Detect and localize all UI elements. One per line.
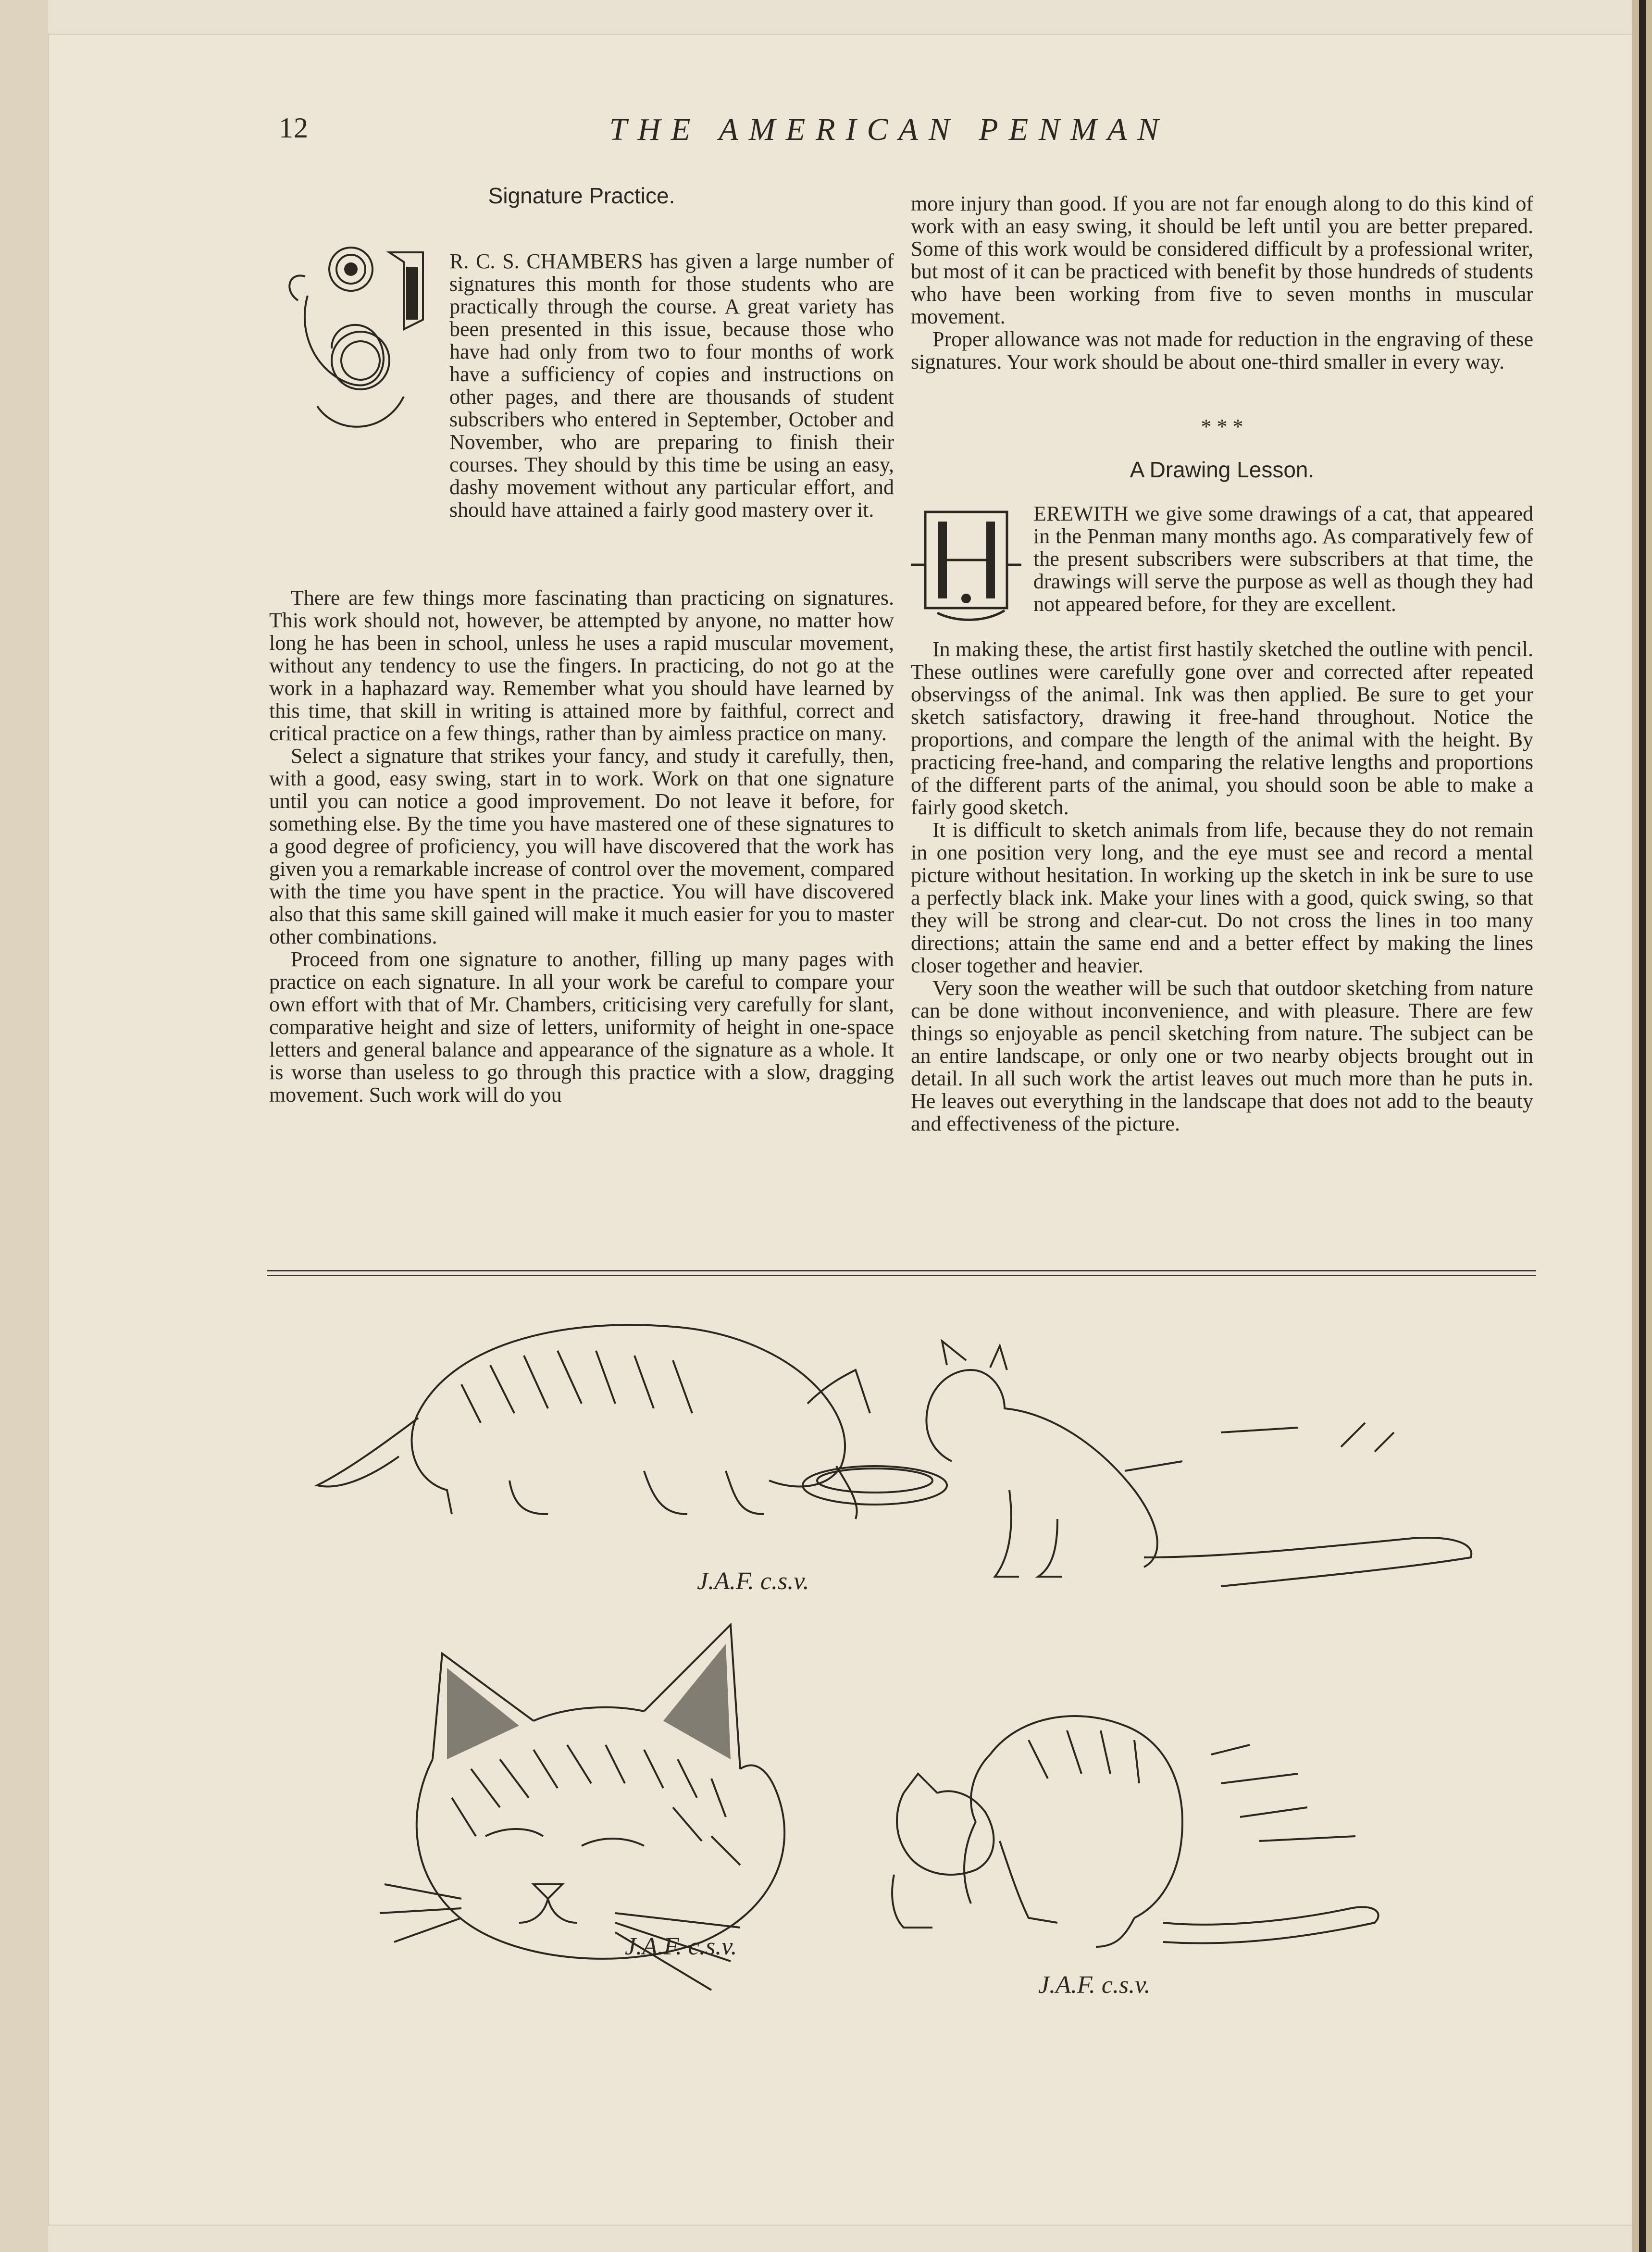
drawing-lesson-paragraph-1: EREWITH we give some drawings of a cat, that appeared in the Penman many months ago. As comparatively few of the present subscribers were subscribers at that time, the drawings will serve the purpose as well as though they had not appeared before, for they are excellent. — [1033, 502, 1533, 616]
signature-practice-paragraph-2: There are few things more fascinating than practicing on signatures. This work should not, however, be attempted by anyone, no matter how long he has been in school, unless he uses a rapid muscular movement, without any tendency to use the fingers. In practicing, do not go at the work in a haphazard way. Remember what you should have learned by this time, that skill in writing is attained more by faithful, correct and critical practice on a few things, rather than by aimless practice on many. — [269, 586, 894, 745]
signature-practice-continuation-2: Proper allowance was not made for reduction in the engraving of these signatures. Your work should be about one-third smaller in every way. — [911, 327, 1533, 373]
decorative-initial-r-ornament — [279, 224, 442, 445]
asterism: * * * — [1201, 415, 1243, 438]
binding-shadow — [1639, 0, 1646, 2252]
signature-practice-continuation — [911, 192, 1533, 373]
artist-signature-3: J.A.F. c.s.v. — [1038, 1971, 1151, 1999]
drawing-lesson-paragraph-3: It is difficult to sketch animals from life, because they do not remain in one position very long, and the eye must see and record a mental picture without hesitation. In working up the sketch in ink be sure to use a perfectly black ink. Make your lines with a good, quick swing, so that they will be strong and clear-cut. Do not cross the lines in too many directions; attain the same end and a better effect by making the lines closer together and heavier. — [911, 818, 1533, 977]
running-head: THE AMERICAN PENMAN — [609, 112, 1169, 147]
drawing-lesson-paragraph-2: In making these, the artist first hastily sketched the outline with pencil. These outlines were carefully gone over and corrected after repeated observingss of the animal. Ink was then applied. Be sure to get your sketch satisfactory, drawing it free-hand throughout. Notice the proportions, and compare the length of the animal with the height. By practicing free-hand, and comparing the relative lengths and proportions of the different parts of the animal, you should soon be able to make a fairly good sketch. — [911, 637, 1533, 819]
drawing-lesson-paragraph-4: Very soon the weather will be such that outdoor sketching from nature can be done without inconvenience, and with pleasure. There are few things so enjoyable as pencil sketching from nature. The subject can be an entire landscape, or only one or two nearby objects brought out in detail. In all such work the artist leaves out much more than he puts in. He leaves out everything in the landscape that does not add to the beauty and effectiveness of the picture. — [911, 976, 1533, 1135]
signature-practice-body — [269, 586, 894, 1106]
section-title-drawing-lesson: A Drawing Lesson. — [1130, 457, 1315, 482]
decorative-initial-h-ornament — [908, 502, 1024, 627]
drawing-lesson-body — [911, 638, 1533, 1135]
cats-drinking-illustration — [308, 1288, 1490, 1615]
artist-signature-1: J.A.F. c.s.v. — [697, 1568, 809, 1595]
drawing-lesson-first-paragraph — [1033, 502, 1533, 615]
cat-grooming-illustration — [875, 1697, 1404, 2004]
signature-practice-paragraph-4: Proceed from one signature to another, filling up many pages with practice on each signature. In all your work be careful to compare your own effort with that of Mr. Chambers, criticising very carefully for slant, comparative height and size of letters, uniformity of height in one-space letters and general balance and appearance of the signature as a whole. It is worse than useless to go through this practice with a slow, dragging movement. Such work will do you — [269, 947, 894, 1107]
section-divider-rule-bottom — [267, 1275, 1536, 1276]
signature-practice-first-paragraph — [449, 250, 894, 521]
signature-practice-continuation-1: more injury than good. If you are not far enough along to do this kind of work with an easy swing, it should be left until you are better prepared. Some of this work would be considered difficult by a professional writer, but most of it can be practiced with benefit by those hundreds of students who have been working from five to seven months in muscular movement. — [911, 192, 1533, 328]
scan-left-margin — [0, 0, 48, 2252]
artist-signature-2: J.A.F. c.s.v. — [625, 1933, 737, 1960]
section-title-signature-practice: Signature Practice. — [488, 183, 675, 208]
signature-practice-paragraph-3: Select a signature that strikes your fancy, and study it carefully, then, with a good, easy swing, start in to work. Work on that one signature until you can notice a good improvement. Do not leave it before, for something else. By the time you have mastered one of these signatures to a good degree of proficiency, you will have discovered that the work has given you a remarkable increase of control over the movement, compared with the time you have spent in the practice. You will have discovered also that this same skill gained will make it much easier for you to master other combinations. — [269, 744, 894, 948]
signature-practice-paragraph-1: R. C. S. CHAMBERS has given a large number of signatures this month for those students who are practically through the course. A great variety has been presented in this issue, because those who have had only from two to four months of work have a sufficiency of copies and instructions on other pages, and there are thousands of student subscribers who entered in September, October and November, who are preparing to finish their courses. They should by this time be using an easy, dashy movement without any particular effort, and should have attained a fairly good mastery over it. — [449, 249, 894, 522]
page-number: 12 — [279, 112, 309, 144]
section-divider-rule-top — [267, 1270, 1536, 1271]
